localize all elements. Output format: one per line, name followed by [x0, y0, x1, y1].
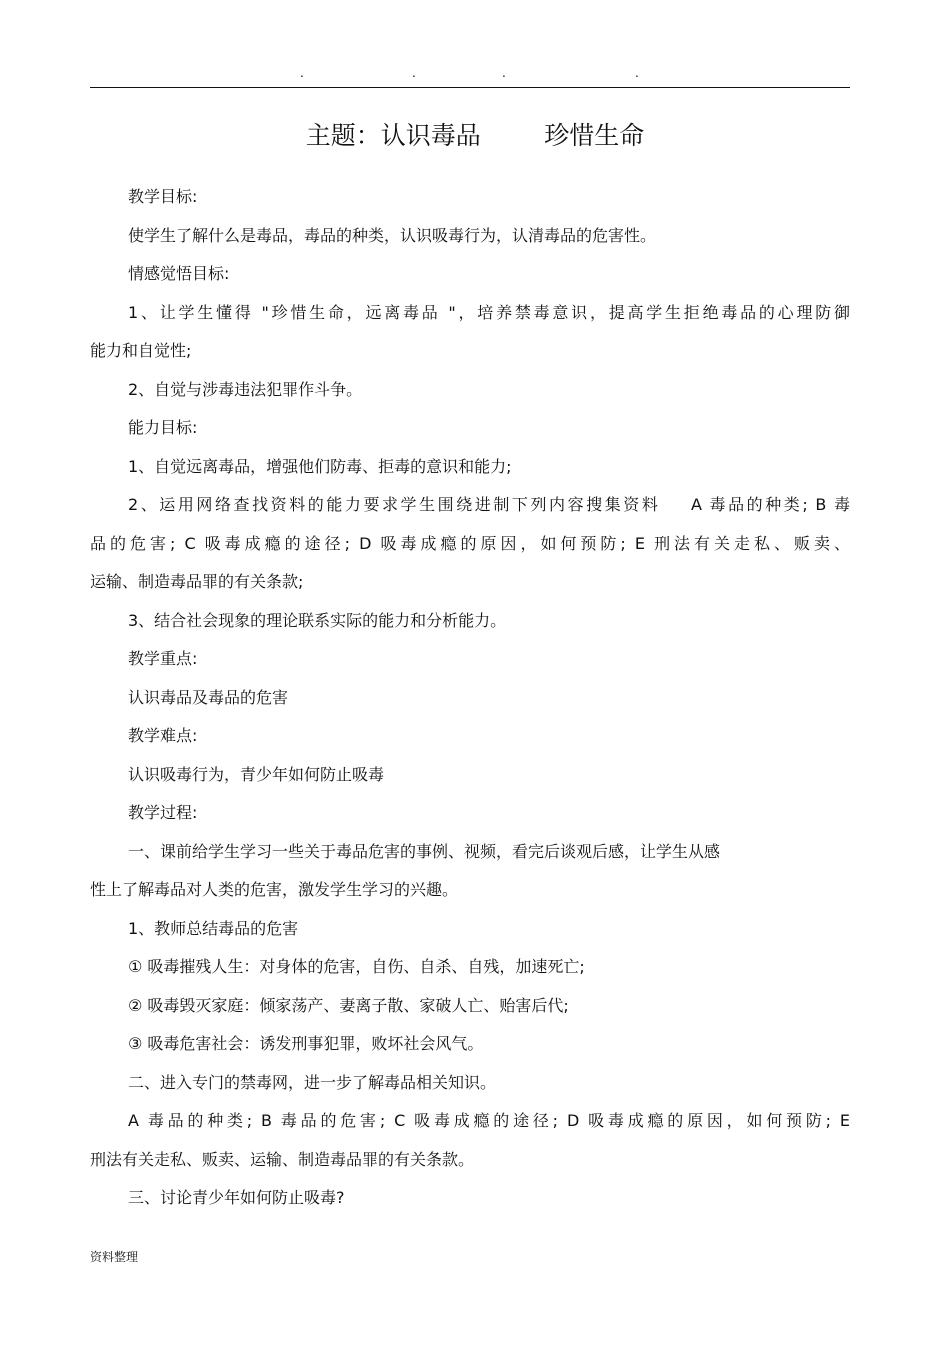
paragraph-continuation: 运输、制造毒品罪的有关条款; [90, 572, 304, 591]
header-dot: . [635, 66, 639, 80]
paragraph-continuation: 性上了解毒品对人类的危害，激发学生学习的兴趣。 [90, 880, 459, 899]
paragraph: 二、进入专门的禁毒网，进一步了解毒品相关知识。 [128, 1072, 497, 1092]
paragraph: 三、讨论青少年如何防止吸毒? [128, 1188, 345, 1207]
paragraph: A 毒品的种类; B 毒品的危害; C 吸毒成瘾的途径; D 吸毒成瘾的原因，如何预防; E [128, 1111, 850, 1130]
paragraph: 2、自觉与涉毒违法犯罪作斗争。 [128, 379, 363, 399]
paragraph: 2、运用网络查找资料的能力要求学生围绕进制下列内容搜集资料 A 毒品的种类; B 毒 [128, 495, 850, 514]
footer-note: 资料整理 [90, 1250, 139, 1264]
paragraph-continuation: 能力和自觉性; [90, 341, 192, 360]
document-body [90, 178, 850, 1218]
section-heading-process: 教学过程: [128, 803, 198, 822]
section-heading-key-points: 教学重点: [128, 649, 198, 668]
list-item: ① 吸毒摧残人生：对身体的危害，自伤、自杀、自残，加速死亡; [128, 957, 585, 976]
paragraph: 认识吸毒行为，青少年如何防止吸毒 [128, 764, 385, 784]
header-dot: . [502, 66, 506, 80]
document-title: 主题：认识毒品 珍惜生命 [305, 121, 645, 150]
header-rule [90, 87, 850, 88]
header-dot: . [412, 66, 416, 80]
paragraph: 认识毒品及毒品的危害 [128, 687, 289, 707]
header-dots [90, 66, 850, 86]
section-heading-teaching-goals: 教学目标: [128, 187, 198, 206]
paragraph: 3、结合社会现象的理论联系实际的能力和分析能力。 [128, 610, 507, 630]
header-dot: . [300, 66, 304, 80]
list-item: ③ 吸毒危害社会：诱发刑事犯罪，败坏社会风气。 [128, 1034, 484, 1053]
section-heading-ability-goals: 能力目标: [128, 418, 198, 437]
paragraph: 1、自觉远离毒品，增强他们防毒、拒毒的意识和能力; [128, 456, 512, 476]
paragraph-continuation: 刑法有关走私、贩卖、运输、制造毒品罪的有关条款。 [90, 1149, 475, 1169]
paragraph: 1、教师总结毒品的危害 [128, 918, 299, 938]
paragraph: 使学生了解什么是毒品，毒品的种类，认识吸毒行为，认清毒品的危害性。 [128, 225, 657, 245]
paragraph-continuation: 品的危害; C 吸毒成瘾的途径; D 吸毒成瘾的原因，如何预防; E 刑法有关走私、贩卖、 [90, 533, 850, 553]
section-heading-emotional-goals: 情感觉悟目标: [128, 264, 230, 283]
list-item: ② 吸毒毁灭家庭：倾家荡产、妻离子散、家破人亡、贻害后代; [128, 995, 569, 1015]
paragraph: 一、课前给学生学习一些关于毒品危害的事例、视频，看完后谈观后感，让学生从感 [128, 841, 721, 861]
section-heading-difficulties: 教学难点: [128, 726, 198, 745]
paragraph: 1、让学生懂得 "珍惜生命，远离毒品 "，培养禁毒意识，提高学生拒绝毒品的心理防御 [128, 302, 850, 322]
